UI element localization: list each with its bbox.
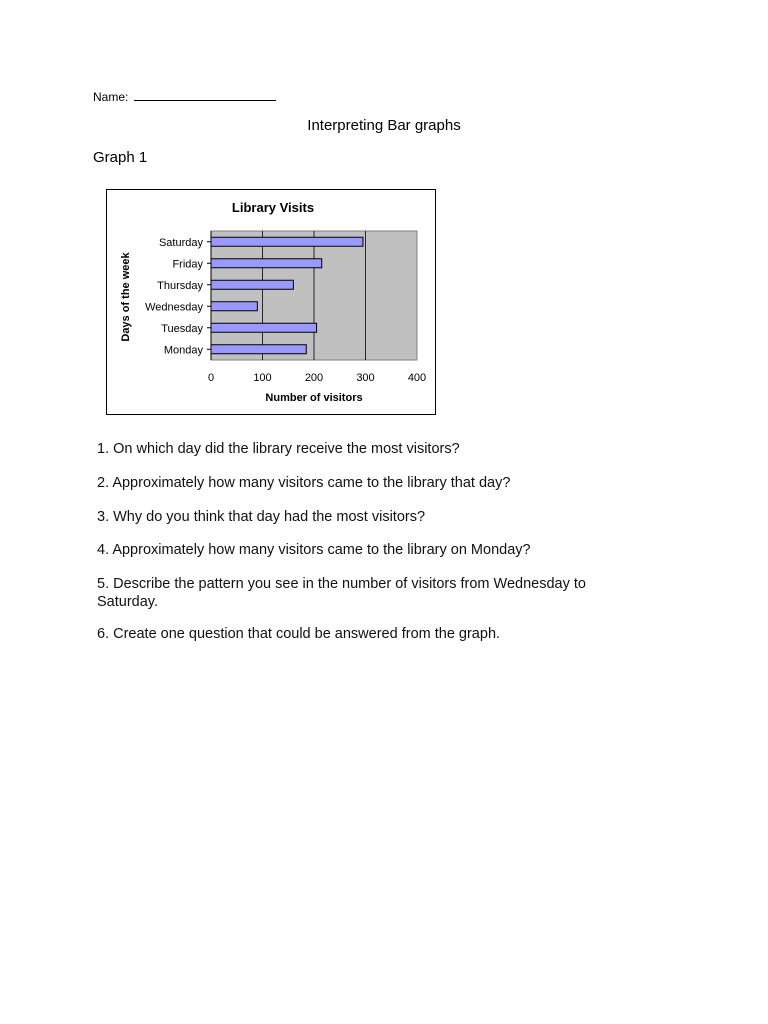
chart-svg bbox=[107, 190, 437, 416]
name-blank-line[interactable] bbox=[134, 88, 276, 101]
chart-title: Library Visits bbox=[231, 200, 315, 215]
question-3: 3. Why do you think that day had the most visitors? bbox=[97, 509, 426, 525]
y-tick-label: Thursday bbox=[157, 279, 203, 292]
x-tick-label: 200 bbox=[304, 372, 324, 384]
bar-thursday bbox=[211, 280, 293, 289]
chart-y-axis-label: Days of the week bbox=[120, 252, 132, 342]
x-tick-label: 0 bbox=[207, 372, 215, 384]
y-tick-label: Friday bbox=[172, 258, 203, 271]
bar-wednesday bbox=[211, 302, 257, 311]
question-6: 6. Create one question that could be answered from the graph. bbox=[97, 626, 501, 642]
bar-tuesday bbox=[211, 323, 317, 332]
x-tick-label: 400 bbox=[407, 372, 427, 384]
bar-monday bbox=[211, 345, 306, 354]
question-5: 5. Describe the pattern you see in the number of visitors from Wednesday to Saturday. bbox=[97, 576, 586, 610]
question-1: 1. On which day did the library receive the most visitors? bbox=[97, 441, 460, 457]
bar-saturday bbox=[211, 237, 363, 246]
question-4: 4. Approximately how many visitors came to the library on Monday? bbox=[97, 542, 531, 558]
library-visits-chart bbox=[106, 189, 436, 415]
y-tick-label: Wednesday bbox=[145, 301, 203, 314]
y-tick-label: Tuesday bbox=[161, 322, 203, 335]
chart-x-axis-label: Number of visitors bbox=[265, 392, 363, 404]
question-2: 2. Approximately how many visitors came to the library that day? bbox=[97, 475, 511, 491]
name-label: Name: bbox=[93, 90, 129, 104]
y-tick-label: Monday bbox=[163, 344, 203, 357]
y-tick-label: Saturday bbox=[158, 236, 203, 249]
x-tick-label: 300 bbox=[356, 372, 375, 384]
bar-friday bbox=[211, 259, 322, 268]
x-tick-label: 100 bbox=[253, 372, 272, 384]
worksheet-title: Interpreting Bar graphs bbox=[307, 117, 461, 134]
name-field[interactable] bbox=[93, 88, 276, 105]
graph-heading: Graph 1 bbox=[93, 149, 148, 166]
